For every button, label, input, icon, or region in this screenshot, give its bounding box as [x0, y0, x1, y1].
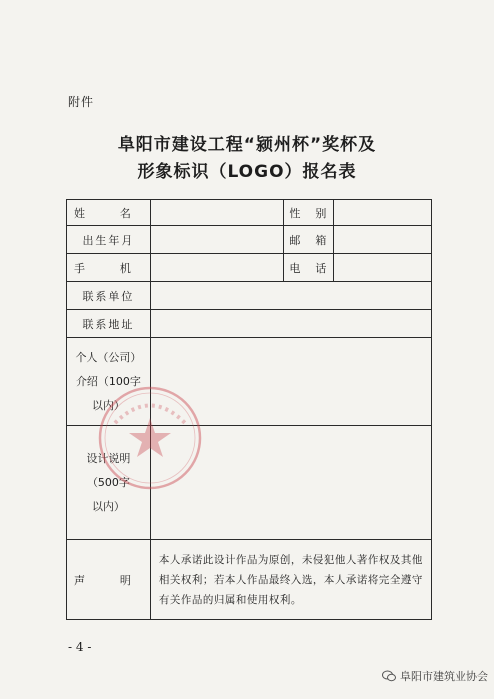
form-title-line-2: 形象标识（LOGO）报名表 [137, 162, 357, 182]
label-design [67, 426, 151, 540]
watermark-text: 阜阳市建筑业协会 [400, 670, 488, 683]
row-intro [67, 338, 432, 426]
field-name[interactable] [150, 200, 284, 226]
field-birth[interactable] [150, 226, 284, 254]
label-intro-line-1: 个人（公司） [75, 350, 142, 364]
form-title-line-1: 阜阳市建设工程“颍州杯”奖杯及 [117, 135, 377, 155]
field-unit[interactable] [150, 282, 431, 310]
label-design-line-2: （500字 [86, 475, 130, 489]
label-phone: 电 话 [284, 254, 334, 282]
wechat-icon [382, 670, 396, 682]
label-email: 邮 箱 [284, 226, 334, 254]
row-mobile-phone [67, 254, 432, 282]
declaration-text: 本人承诺此设计作品为原创，未侵犯他人著作权及其他相关权利；若本人作品最终入选，本人承诺将完全遵守有关作品的归属和使用权利。 [150, 540, 431, 620]
label-design-line-3: 以内） [91, 499, 125, 513]
row-design [67, 426, 432, 540]
label-design-line-1: 设计说明 [86, 451, 131, 465]
label-gender: 性 别 [284, 200, 334, 226]
label-address: 联系地址 [67, 310, 151, 338]
row-address [67, 310, 432, 338]
field-email[interactable] [334, 226, 432, 254]
label-intro-line-2: 介绍（100字 [75, 374, 141, 388]
row-name-gender [67, 200, 432, 226]
field-address[interactable] [150, 310, 431, 338]
attachment-label: 附件 [68, 95, 95, 109]
label-name: 姓 名 [67, 200, 151, 226]
watermark [382, 668, 488, 684]
row-birth-email [67, 226, 432, 254]
label-intro-line-3: 以内） [91, 398, 125, 412]
row-declaration [67, 540, 432, 620]
label-mobile: 手 机 [67, 254, 151, 282]
label-intro [67, 338, 151, 426]
row-unit [67, 282, 432, 310]
field-phone[interactable] [334, 254, 432, 282]
field-mobile[interactable] [150, 254, 284, 282]
label-declaration: 声 明 [67, 540, 151, 620]
label-unit: 联系单位 [67, 282, 151, 310]
registration-form-table [66, 199, 432, 620]
page-number: - 4 - [68, 640, 92, 654]
field-design[interactable] [150, 426, 431, 540]
label-birth: 出生年月 [67, 226, 151, 254]
field-intro[interactable] [150, 338, 431, 426]
field-gender[interactable] [334, 200, 432, 226]
